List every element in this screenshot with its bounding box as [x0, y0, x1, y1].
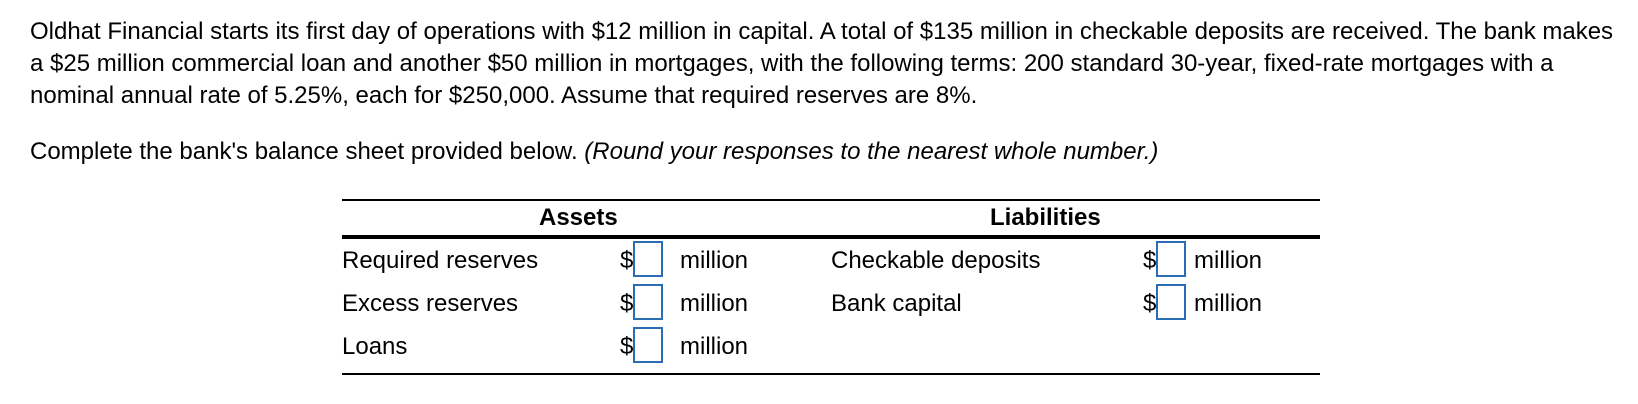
checkable-deposits-input[interactable]	[1156, 241, 1186, 277]
unit-label: million	[1194, 247, 1263, 274]
question-text	[30, 16, 1630, 112]
bank-capital-input[interactable]	[1156, 284, 1186, 320]
balance-sheet-header	[342, 201, 1320, 239]
currency-symbol: $	[1143, 290, 1157, 317]
liabilities-header: Liabilities	[990, 204, 1101, 231]
currency-symbol: $	[620, 247, 634, 274]
table-row	[342, 325, 1320, 369]
instruction-line	[30, 136, 1158, 168]
table-row	[342, 282, 1320, 326]
table-row	[342, 239, 1320, 283]
asset-label-required-reserves: Required reserves	[342, 247, 539, 274]
asset-label-loans: Loans	[342, 333, 408, 360]
unit-label: million	[1194, 290, 1263, 317]
liability-label-checkable-deposits: Checkable deposits	[831, 247, 1041, 274]
instruction-note: (Round your responses to the nearest whole number.)	[584, 138, 1159, 165]
currency-symbol: $	[620, 333, 634, 360]
excess-reserves-input[interactable]	[633, 284, 663, 320]
asset-label-excess-reserves: Excess reserves	[342, 290, 519, 317]
balance-sheet-table	[342, 199, 1320, 375]
loans-input[interactable]	[633, 327, 663, 363]
liability-label-bank-capital: Bank capital	[831, 290, 962, 317]
instruction-text: Complete the bank's balance sheet provided below.	[30, 138, 578, 165]
currency-symbol: $	[620, 290, 634, 317]
question-paragraph: Oldhat Financial starts its first day of operations with $12 million in capital. A total of $135 million in checkable deposits are received. The bank makes a $25 million commercial loan and another $50 million in mortgages, with the following terms: 200 standard 30-year, fixed-rate mortgages with a nominal annual rate of 5.25%, each for $250,000. Assume that required reserves are 8%.	[30, 18, 1614, 109]
assets-header: Assets	[539, 204, 618, 231]
unit-label: million	[680, 247, 749, 274]
unit-label: million	[680, 290, 749, 317]
currency-symbol: $	[1143, 247, 1157, 274]
unit-label: million	[680, 333, 749, 360]
required-reserves-input[interactable]	[633, 241, 663, 277]
